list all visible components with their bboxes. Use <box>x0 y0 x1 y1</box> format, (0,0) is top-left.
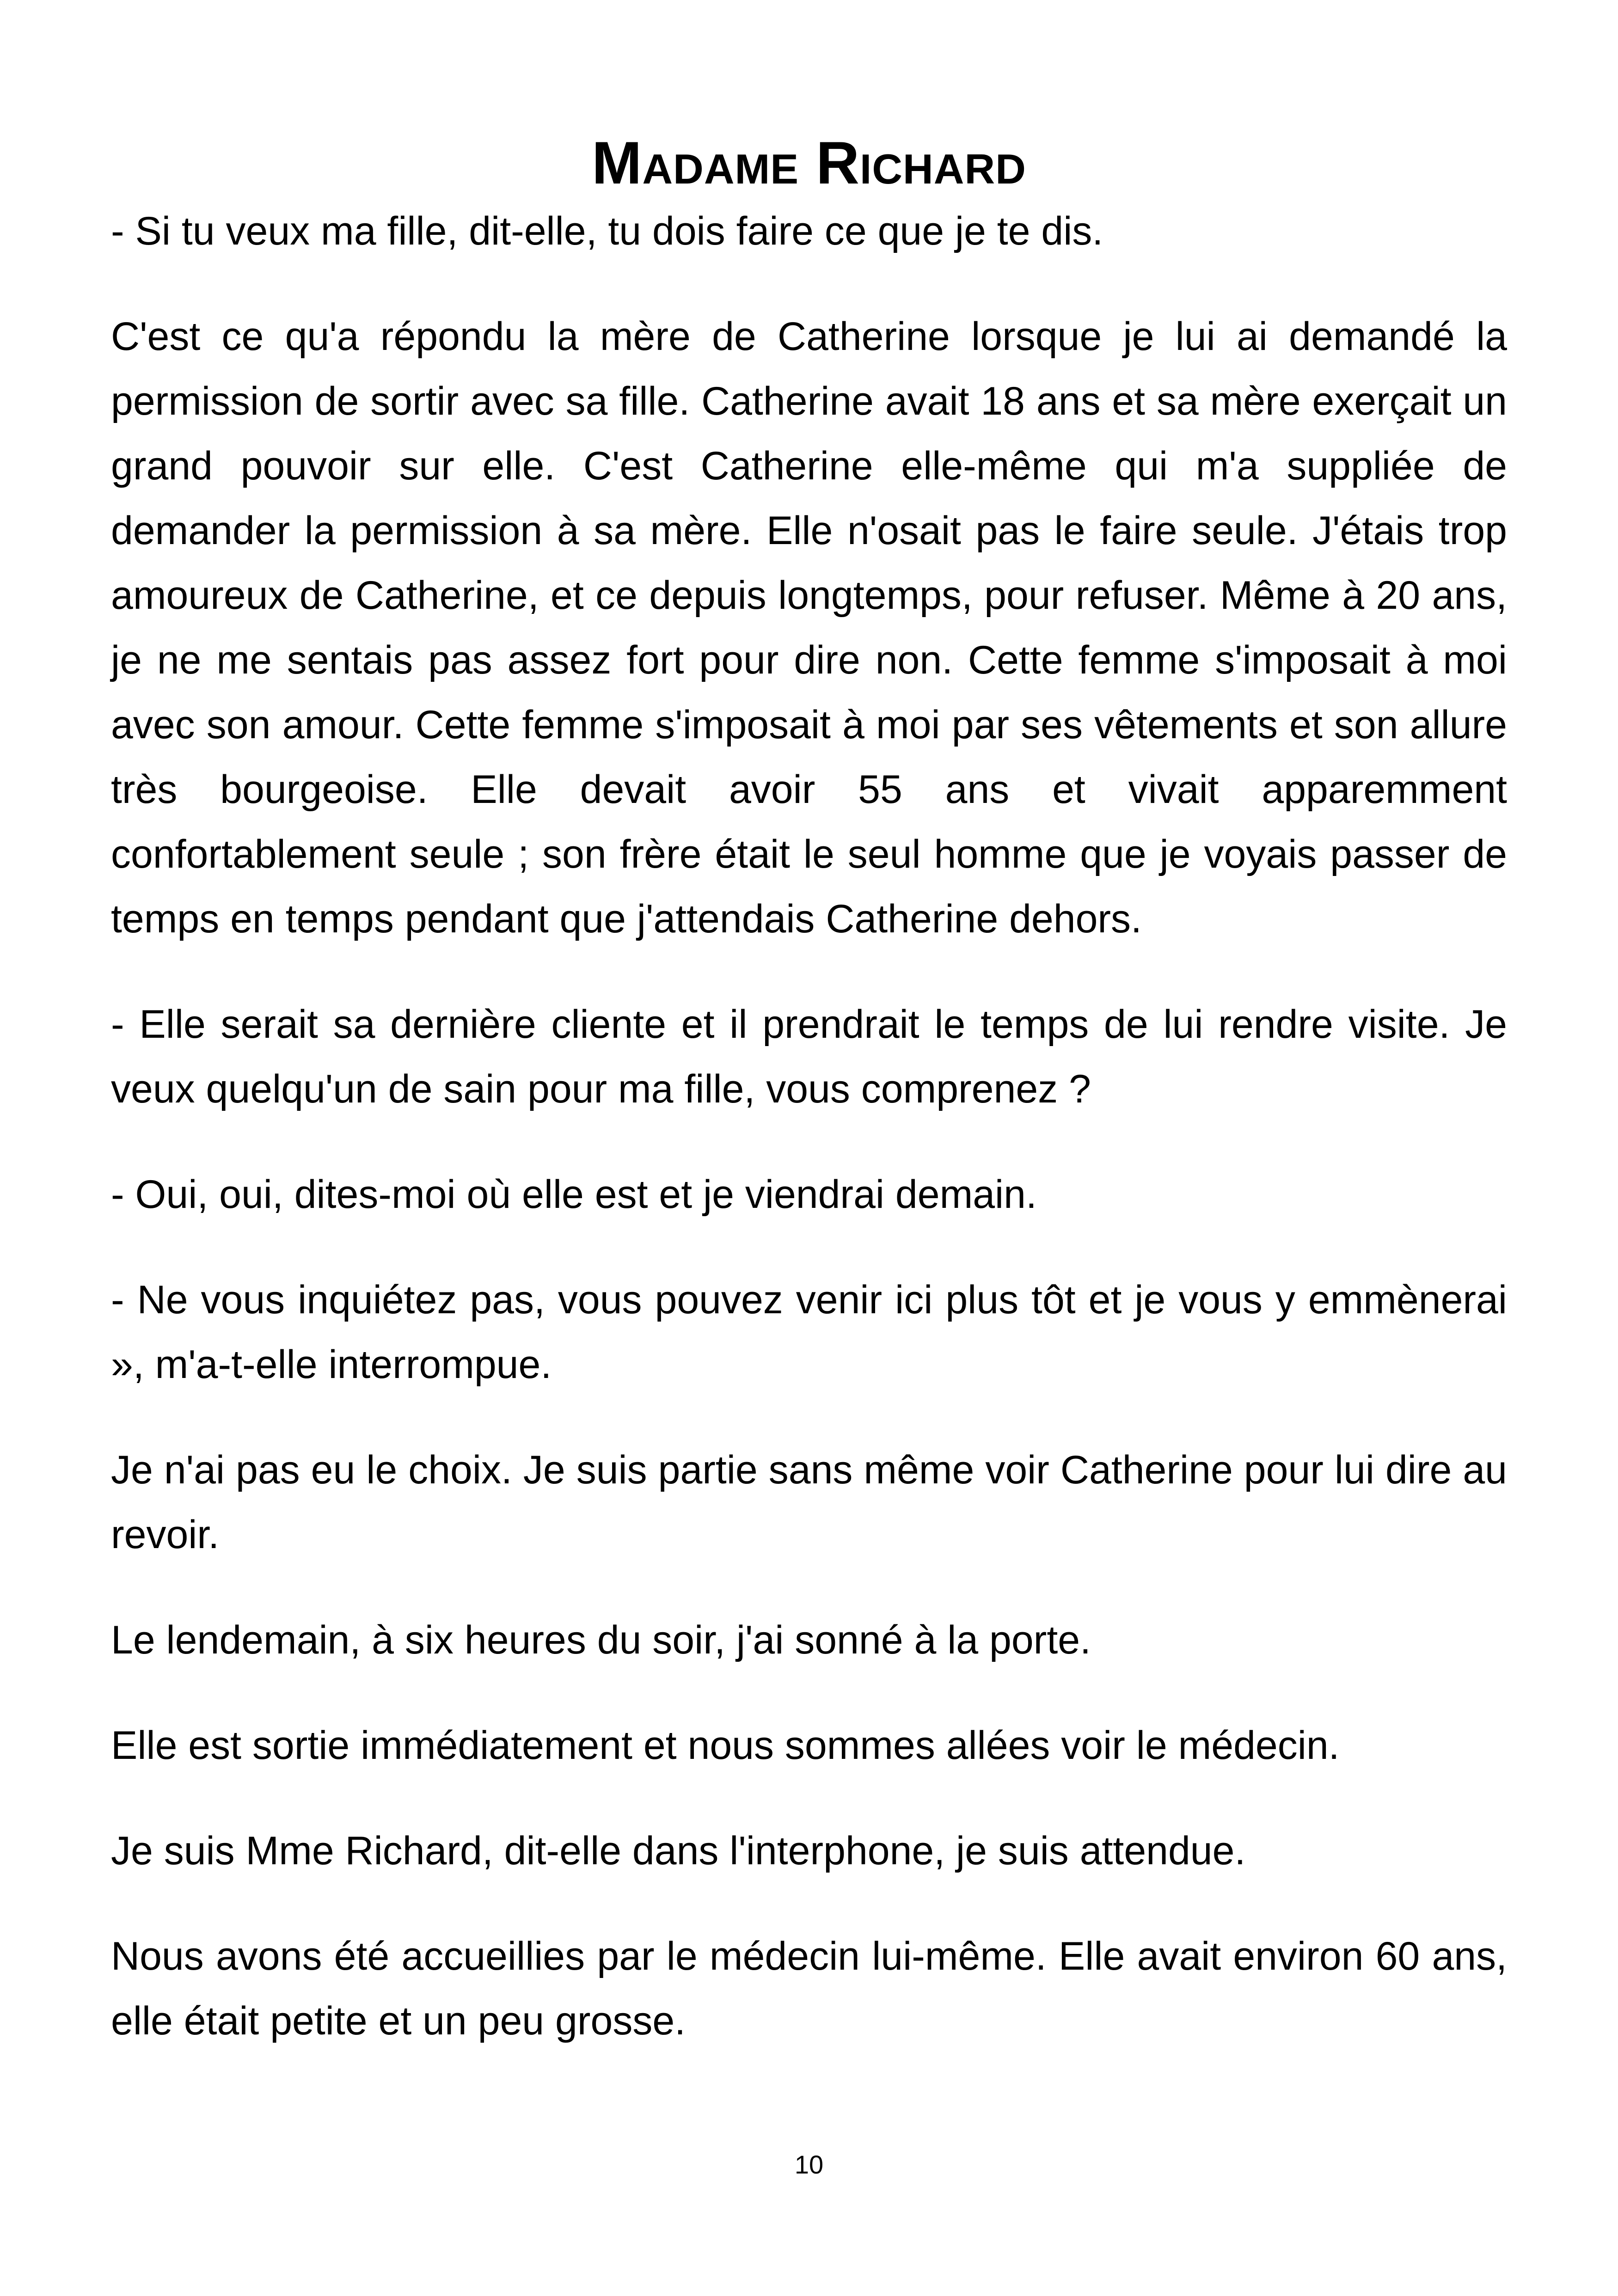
paragraph-6: Je n'ai pas eu le choix. Je suis partie sans même voir Catherine pour lui dire au revoir. <box>111 1448 1507 1557</box>
document-body <box>111 199 1507 2094</box>
paragraph-9: Je suis Mme Richard, dit-elle dans l'interphone, je suis attendue. <box>111 1829 1246 1873</box>
paragraph-1: - Si tu veux ma fille, dit-elle, tu dois faire ce que je te dis. <box>111 209 1103 253</box>
paragraph-4: - Oui, oui, dites-moi où elle est et je viendrai demain. <box>111 1172 1037 1217</box>
paragraph-7: Le lendemain, à six heures du soir, j'ai sonné à la porte. <box>111 1618 1091 1662</box>
paragraph-8: Elle est sortie immédiatement et nous sommes allées voir le médecin. <box>111 1723 1340 1768</box>
page-number: 10 <box>794 2150 824 2179</box>
paragraph-3: - Elle serait sa dernière cliente et il prendrait le temps de lui rendre visite. Je veux quelqu'un de sain pour ma fille, vous comprenez ? <box>111 1002 1507 1111</box>
page-title: Madame Richard <box>592 129 1026 197</box>
paragraph-2: C'est ce qu'a répondu la mère de Catherine lorsque je lui ai demandé la permission de sortir avec sa fille. Catherine avait 18 ans et sa mère exerçait un grand pouvoir sur elle. C'est Catherine elle-même qui m'a suppliée de demander la permission à sa mère. Elle n'osait pas le faire seule. J'étais trop amoureux de Catherine, et ce depuis longtemps, pour refuser. Même à 20 ans, je ne me sentais pas assez fort pour dire non. Cette femme s'imposait à moi avec son amour. Cette femme s'imposait à moi par ses vêtements et son allure très bourgeoise. Elle devait avoir 55 ans et vivait apparemment confortablement seule ; son frère était le seul homme que je voyais passer de temps en temps pendant que j'attendais Catherine dehors. <box>111 314 1507 941</box>
paragraph-5: - Ne vous inquiétez pas, vous pouvez venir ici plus tôt et je vous y emmènerai », m'a-t-elle interrompue. <box>111 1278 1507 1387</box>
paragraph-10: Nous avons été accueillies par le médecin lui-même. Elle avait environ 60 ans, elle était petite et un peu grosse. <box>111 1934 1507 2043</box>
